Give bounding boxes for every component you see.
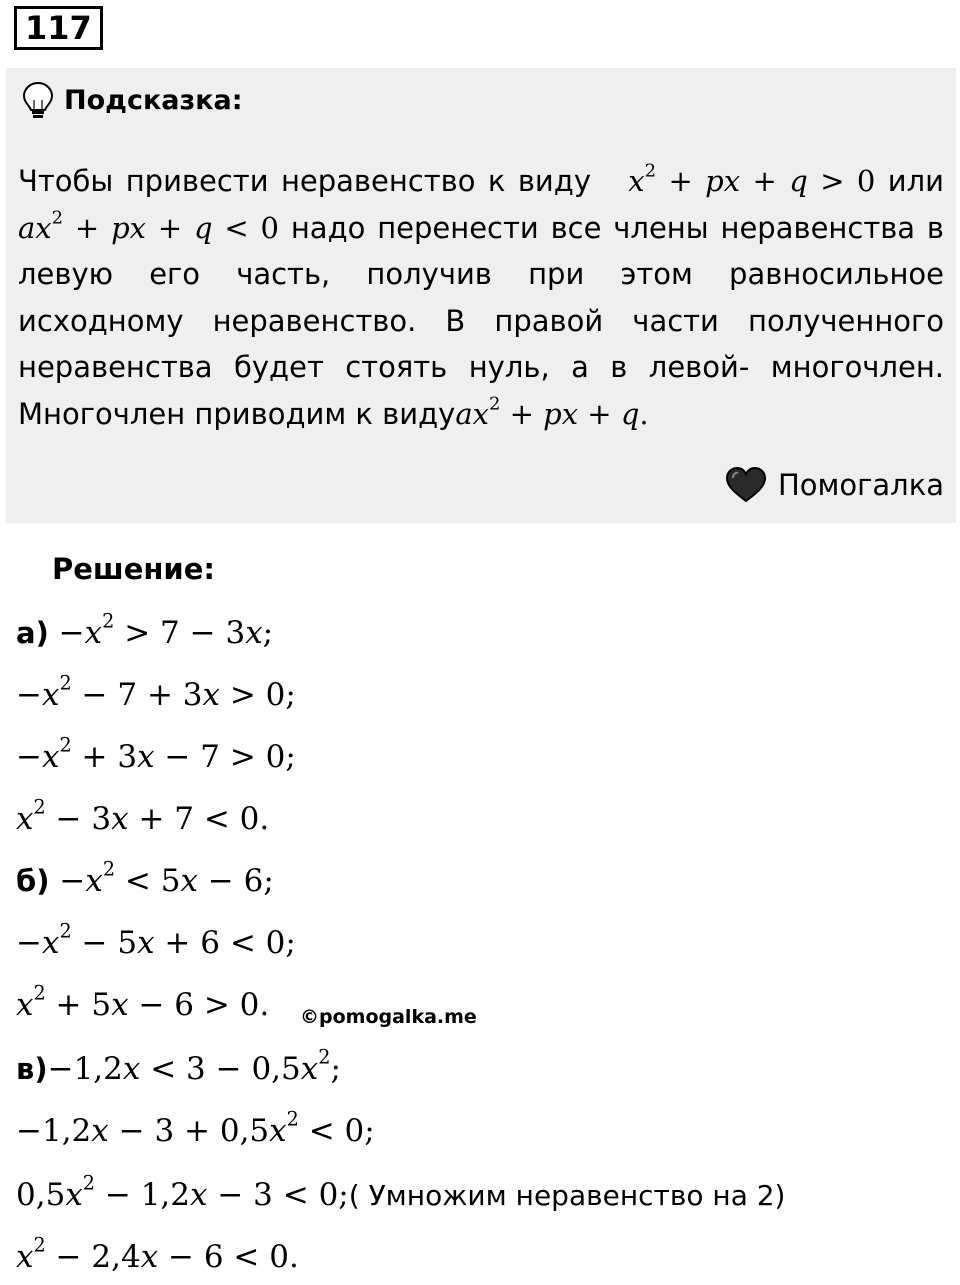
hint-header [20, 80, 243, 120]
equation-line: $x^2 + 5x - 6 > 0$. [16, 981, 270, 1023]
equation-line: $x^2 - 2,4x - 6 < 0$. [16, 1233, 299, 1275]
hint-box [6, 68, 956, 523]
equation-line: $в)-1,2x < 3 - 0,5x^2$; [16, 1045, 341, 1087]
equation-line: $-1,2x - 3 + 0,5x^2 < 0$; [16, 1107, 375, 1149]
solution-title: Решение: [52, 552, 216, 586]
lightbulb-icon [20, 80, 56, 120]
equation-line: $-x^2 + 3x - 7 > 0$; [16, 733, 296, 775]
equation-line: $0,5x^2 - 1,2x - 3$ < 0;( Умножим неравенство на 2) [16, 1171, 786, 1213]
heart-icon [724, 466, 768, 504]
watermark: ©pomogalka.me [300, 1006, 477, 1028]
equation-line: $б) -x^2 < 5x - 6$; [16, 857, 274, 899]
equation-line: $-x^2 - 7 + 3x > 0$; [16, 671, 296, 713]
brand [724, 466, 944, 504]
hint-title: Подсказка: [64, 84, 243, 116]
brand-name: Помогалка [778, 468, 944, 502]
equation-line: $x^2 - 3x + 7 < 0$. [16, 795, 270, 837]
equation-line: $а) -x^2 > 7 - 3x$; [16, 609, 274, 651]
equation-line: $-x^2 - 5x + 6 < 0$; [16, 919, 296, 961]
equation-note: ( Умножим неравенство на 2) [348, 1179, 786, 1212]
task-number: 117 [14, 6, 103, 50]
hint-text: Чтобы привести неравенство к виду $x^2$ + px + q > 0 или $ax^2$ + px + q < 0 надо перенести все члены неравенства в левую его часть, получив при этом равносильное исходному неравенство. В правой части полученного неравенства будет стоять нуль, а в левой- многочлен. Многочлен приводим к видуax$^2$ + px + q. [18, 160, 945, 431]
